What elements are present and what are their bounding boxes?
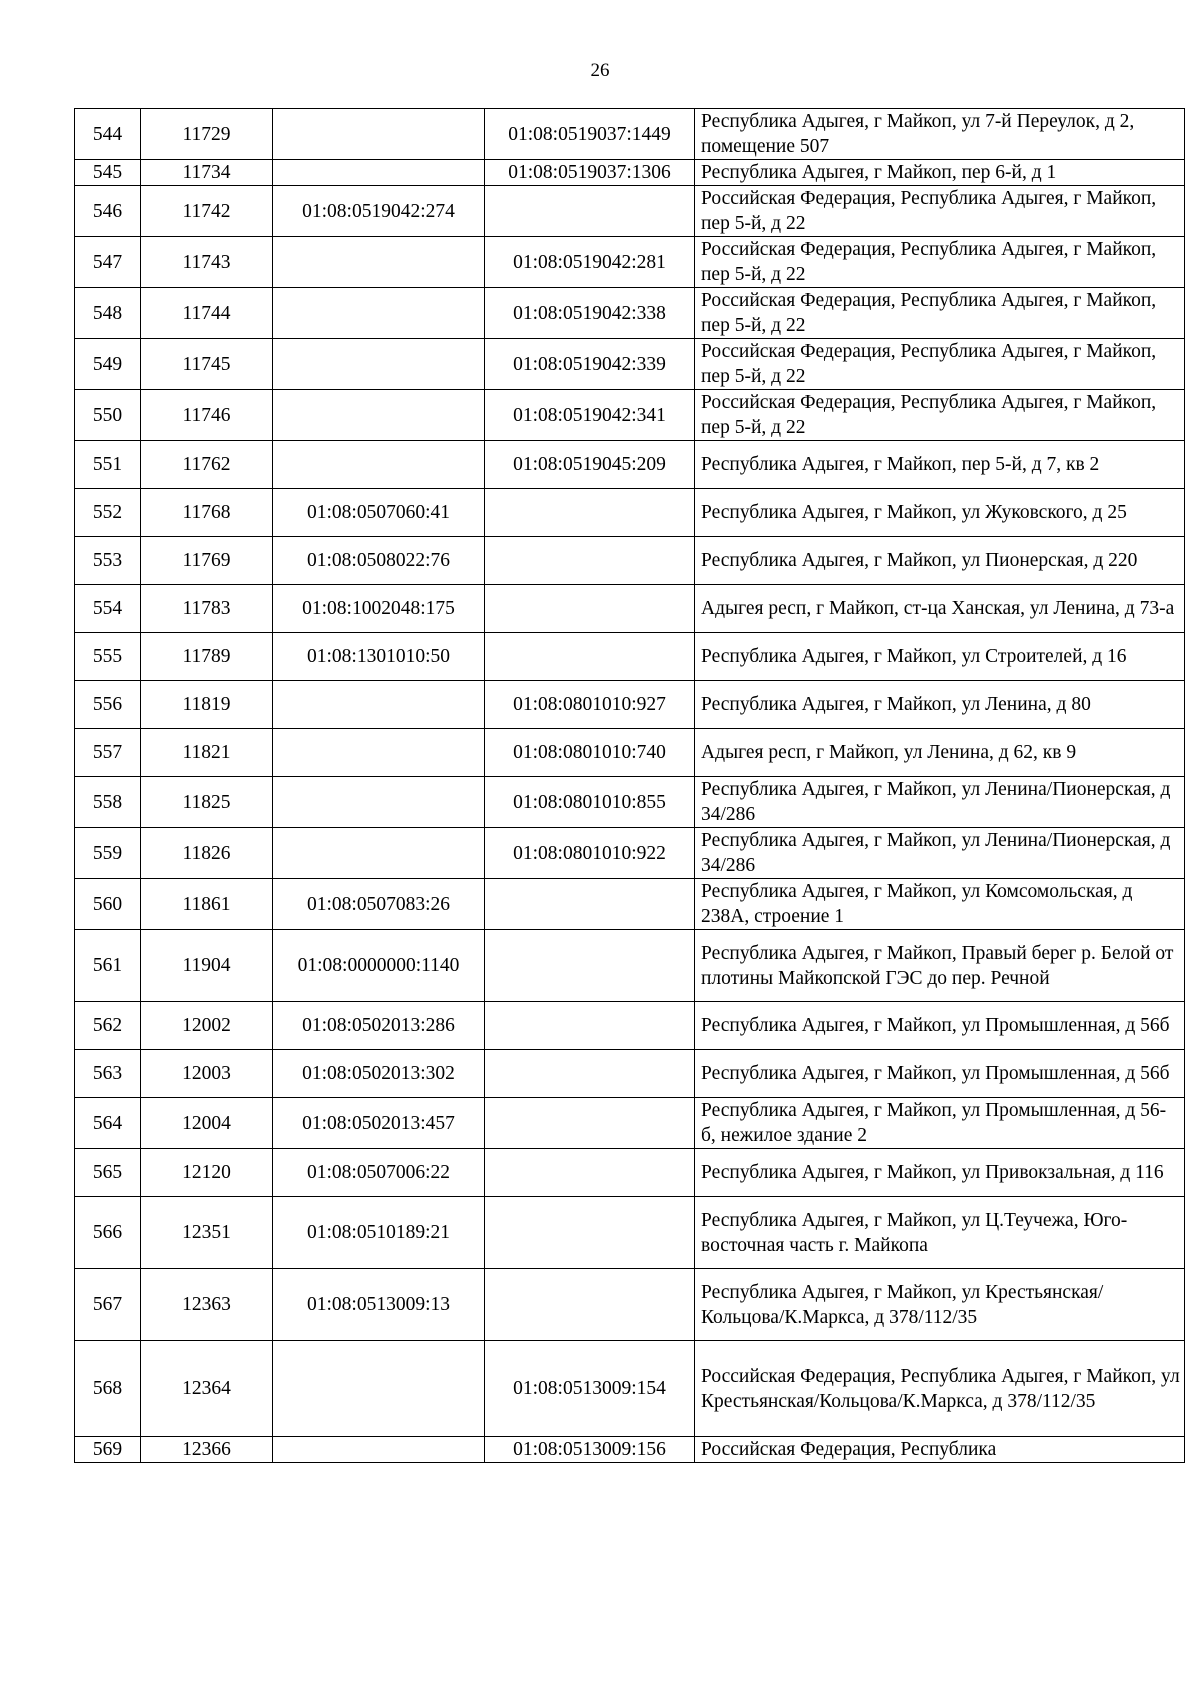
table-row <box>75 109 1185 160</box>
cadastral-land-cell: 01:08:0519042:274 <box>273 186 485 237</box>
cadastral-object-cell: 01:08:0519042:341 <box>485 390 695 441</box>
row-number-cell: 556 <box>75 681 141 729</box>
cadastral-object-cell: 01:08:0801010:855 <box>485 777 695 828</box>
object-id-cell: 11743 <box>141 237 273 288</box>
object-id-cell: 11825 <box>141 777 273 828</box>
address-cell: Республика Адыгея, г Майкоп, ул Промышленная, д 56б <box>695 1050 1185 1098</box>
address-cell: Адыгея респ, г Майкоп, ул Ленина, д 62, кв 9 <box>695 729 1185 777</box>
cadastral-land-cell: 01:08:0513009:13 <box>273 1269 485 1341</box>
table-row <box>75 339 1185 390</box>
cadastral-object-cell <box>485 879 695 930</box>
address-cell: Российская Федерация, Республика Адыгея, г Майкоп, пер 5-й, д 22 <box>695 186 1185 237</box>
cadastral-object-cell <box>485 633 695 681</box>
object-id-cell: 12002 <box>141 1002 273 1050</box>
row-number-cell: 568 <box>75 1341 141 1437</box>
row-number-cell: 560 <box>75 879 141 930</box>
object-id-cell: 12003 <box>141 1050 273 1098</box>
table-row <box>75 681 1185 729</box>
cadastral-land-cell: 01:08:0000000:1140 <box>273 930 485 1002</box>
table-row <box>75 1050 1185 1098</box>
address-cell: Республика Адыгея, г Майкоп, ул Строителей, д 16 <box>695 633 1185 681</box>
cadastral-land-cell: 01:08:0510189:21 <box>273 1197 485 1269</box>
cadastral-object-cell: 01:08:0801010:740 <box>485 729 695 777</box>
object-id-cell: 12004 <box>141 1098 273 1149</box>
address-cell: Республика Адыгея, г Майкоп, пер 5-й, д 7, кв 2 <box>695 441 1185 489</box>
cadastral-land-cell <box>273 390 485 441</box>
object-id-cell: 11746 <box>141 390 273 441</box>
object-id-cell: 11819 <box>141 681 273 729</box>
cadastral-object-cell: 01:08:0519042:281 <box>485 237 695 288</box>
object-id-cell: 12120 <box>141 1149 273 1197</box>
object-id-cell: 11783 <box>141 585 273 633</box>
address-cell: Российская Федерация, Республика <box>695 1437 1185 1463</box>
address-cell: Республика Адыгея, г Майкоп, Правый берег р. Белой от плотины Майкопской ГЭС до пер. Речной <box>695 930 1185 1002</box>
cadastral-land-cell: 01:08:1002048:175 <box>273 585 485 633</box>
object-id-cell: 11744 <box>141 288 273 339</box>
table-row <box>75 879 1185 930</box>
row-number-cell: 565 <box>75 1149 141 1197</box>
row-number-cell: 554 <box>75 585 141 633</box>
address-cell: Республика Адыгея, г Майкоп, ул Ц.Теучежа, Юго-восточная часть г. Майкопа <box>695 1197 1185 1269</box>
table-row <box>75 390 1185 441</box>
cadastral-land-cell: 01:08:0502013:302 <box>273 1050 485 1098</box>
page-number: 26 <box>590 60 610 81</box>
cadastral-land-cell: 01:08:0507006:22 <box>273 1149 485 1197</box>
address-cell: Республика Адыгея, г Майкоп, ул Ленина/Пионерская, д 34/286 <box>695 777 1185 828</box>
cadastral-object-cell <box>485 489 695 537</box>
object-id-cell: 11742 <box>141 186 273 237</box>
cadastral-land-cell <box>273 237 485 288</box>
table-row <box>75 237 1185 288</box>
table-row <box>75 1341 1185 1437</box>
cadastral-land-cell <box>273 681 485 729</box>
cadastral-object-cell: 01:08:0513009:156 <box>485 1437 695 1463</box>
object-id-cell: 12366 <box>141 1437 273 1463</box>
row-number-cell: 557 <box>75 729 141 777</box>
address-cell: Республика Адыгея, г Майкоп, ул Промышленная, д 56-б, нежилое здание 2 <box>695 1098 1185 1149</box>
table-row <box>75 1149 1185 1197</box>
cadastral-land-cell: 01:08:0507060:41 <box>273 489 485 537</box>
row-number-cell: 545 <box>75 160 141 186</box>
address-cell: Республика Адыгея, г Майкоп, ул Жуковского, д 25 <box>695 489 1185 537</box>
address-cell: Республика Адыгея, г Майкоп, пер 6-й, д 1 <box>695 160 1185 186</box>
address-cell: Республика Адыгея, г Майкоп, ул Промышленная, д 56б <box>695 1002 1185 1050</box>
table-row <box>75 160 1185 186</box>
cadastral-object-cell: 01:08:0801010:927 <box>485 681 695 729</box>
cadastral-object-cell <box>485 186 695 237</box>
row-number-cell: 552 <box>75 489 141 537</box>
cadastral-object-cell: 01:08:0519037:1306 <box>485 160 695 186</box>
address-cell: Республика Адыгея, г Майкоп, ул Привокзальная, д 116 <box>695 1149 1185 1197</box>
table-row <box>75 489 1185 537</box>
table-row <box>75 1437 1185 1463</box>
table-row <box>75 1197 1185 1269</box>
address-cell: Российская Федерация, Республика Адыгея, г Майкоп, пер 5-й, д 22 <box>695 288 1185 339</box>
row-number-cell: 561 <box>75 930 141 1002</box>
table-row <box>75 729 1185 777</box>
cadastral-land-cell <box>273 828 485 879</box>
row-number-cell: 549 <box>75 339 141 390</box>
cadastral-object-cell <box>485 1269 695 1341</box>
table-row <box>75 186 1185 237</box>
table-row <box>75 1002 1185 1050</box>
cadastral-land-cell <box>273 1341 485 1437</box>
cadastral-object-cell <box>485 1098 695 1149</box>
object-id-cell: 11729 <box>141 109 273 160</box>
table-row <box>75 1269 1185 1341</box>
cadastral-land-cell <box>273 288 485 339</box>
row-number-cell: 555 <box>75 633 141 681</box>
row-number-cell: 558 <box>75 777 141 828</box>
row-number-cell: 553 <box>75 537 141 585</box>
row-number-cell: 569 <box>75 1437 141 1463</box>
object-id-cell: 11745 <box>141 339 273 390</box>
row-number-cell: 567 <box>75 1269 141 1341</box>
row-number-cell: 548 <box>75 288 141 339</box>
table-row <box>75 441 1185 489</box>
cadastral-object-cell <box>485 1149 695 1197</box>
object-id-cell: 11826 <box>141 828 273 879</box>
cadastral-object-cell: 01:08:0519037:1449 <box>485 109 695 160</box>
cadastral-land-cell <box>273 160 485 186</box>
cadastral-land-cell <box>273 777 485 828</box>
row-number-cell: 566 <box>75 1197 141 1269</box>
cadastral-object-cell: 01:08:0519042:339 <box>485 339 695 390</box>
cadastral-land-cell <box>273 729 485 777</box>
address-cell: Российская Федерация, Республика Адыгея, г Майкоп, пер 5-й, д 22 <box>695 237 1185 288</box>
cadastral-object-cell <box>485 537 695 585</box>
table-row <box>75 930 1185 1002</box>
table-row <box>75 633 1185 681</box>
cadastral-object-cell <box>485 585 695 633</box>
row-number-cell: 559 <box>75 828 141 879</box>
table-row <box>75 828 1185 879</box>
cadastral-object-cell: 01:08:0513009:154 <box>485 1341 695 1437</box>
cadastral-land-cell: 01:08:1301010:50 <box>273 633 485 681</box>
cadastral-object-cell <box>485 1002 695 1050</box>
address-cell: Российская Федерация, Республика Адыгея, г Майкоп, ул Крестьянская/Кольцова/К.Маркса, д 378/112/35 <box>695 1341 1185 1437</box>
row-number-cell: 547 <box>75 237 141 288</box>
cadastral-land-cell: 01:08:0507083:26 <box>273 879 485 930</box>
object-id-cell: 11762 <box>141 441 273 489</box>
row-number-cell: 546 <box>75 186 141 237</box>
cadastral-object-cell: 01:08:0519045:209 <box>485 441 695 489</box>
row-number-cell: 550 <box>75 390 141 441</box>
address-cell: Республика Адыгея, г Майкоп, ул Пионерская, д 220 <box>695 537 1185 585</box>
address-cell: Республика Адыгея, г Майкоп, ул Ленина/Пионерская, д 34/286 <box>695 828 1185 879</box>
cadastral-land-cell <box>273 441 485 489</box>
table-row <box>75 777 1185 828</box>
address-cell: Республика Адыгея, г Майкоп, ул Комсомольская, д 238А, строение 1 <box>695 879 1185 930</box>
cadastral-object-cell <box>485 1197 695 1269</box>
address-cell: Российская Федерация, Республика Адыгея, г Майкоп, пер 5-й, д 22 <box>695 390 1185 441</box>
cadastral-object-cell: 01:08:0801010:922 <box>485 828 695 879</box>
address-cell: Республика Адыгея, г Майкоп, ул Крестьянская/Кольцова/К.Маркса, д 378/112/35 <box>695 1269 1185 1341</box>
cadastral-land-cell: 01:08:0508022:76 <box>273 537 485 585</box>
object-id-cell: 11769 <box>141 537 273 585</box>
object-id-cell: 11789 <box>141 633 273 681</box>
object-id-cell: 11904 <box>141 930 273 1002</box>
cadastral-object-cell: 01:08:0519042:338 <box>485 288 695 339</box>
row-number-cell: 563 <box>75 1050 141 1098</box>
cadastral-land-cell <box>273 1437 485 1463</box>
object-id-cell: 11734 <box>141 160 273 186</box>
cadastral-land-cell <box>273 339 485 390</box>
address-cell: Российская Федерация, Республика Адыгея, г Майкоп, пер 5-й, д 22 <box>695 339 1185 390</box>
cadastral-object-cell <box>485 930 695 1002</box>
registry-table-body <box>75 109 1185 1463</box>
table-row <box>75 585 1185 633</box>
cadastral-object-cell <box>485 1050 695 1098</box>
object-id-cell: 11821 <box>141 729 273 777</box>
object-id-cell: 12351 <box>141 1197 273 1269</box>
cadastral-land-cell: 01:08:0502013:457 <box>273 1098 485 1149</box>
object-id-cell: 11768 <box>141 489 273 537</box>
row-number-cell: 564 <box>75 1098 141 1149</box>
address-cell: Адыгея респ, г Майкоп, ст-ца Ханская, ул Ленина, д 73-а <box>695 585 1185 633</box>
row-number-cell: 562 <box>75 1002 141 1050</box>
row-number-cell: 544 <box>75 109 141 160</box>
object-id-cell: 12363 <box>141 1269 273 1341</box>
object-id-cell: 11861 <box>141 879 273 930</box>
table-row <box>75 1098 1185 1149</box>
cadastral-land-cell: 01:08:0502013:286 <box>273 1002 485 1050</box>
address-cell: Республика Адыгея, г Майкоп, ул Ленина, д 80 <box>695 681 1185 729</box>
row-number-cell: 551 <box>75 441 141 489</box>
address-cell: Республика Адыгея, г Майкоп, ул 7-й Переулок, д 2, помещение 507 <box>695 109 1185 160</box>
table-row <box>75 537 1185 585</box>
object-id-cell: 12364 <box>141 1341 273 1437</box>
registry-table <box>74 108 1185 1463</box>
table-row <box>75 288 1185 339</box>
cadastral-land-cell <box>273 109 485 160</box>
